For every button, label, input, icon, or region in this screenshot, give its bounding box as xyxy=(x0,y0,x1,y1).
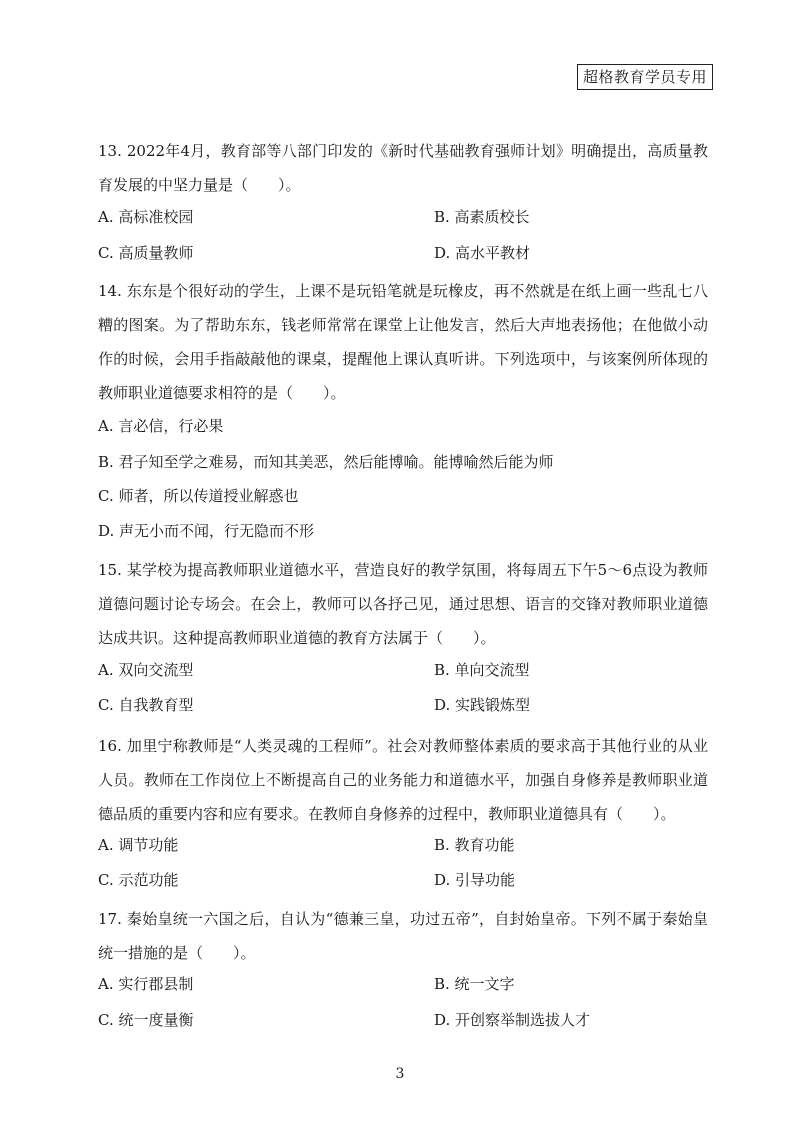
question-17-option-c: C. 统一度量衡 xyxy=(98,1011,194,1029)
question-14-option-a: A. 言必信，行必果 xyxy=(98,417,224,435)
question-17-option-b: B. 统一文字 xyxy=(434,975,515,993)
question-13-option-a: A. 高标准校园 xyxy=(98,208,194,226)
question-16-option-d: D. 引导功能 xyxy=(434,871,516,889)
question-17-option-a: A. 实行郡县制 xyxy=(98,975,194,993)
question-13-option-c: C. 高质量教师 xyxy=(98,244,194,262)
question-17-option-d: D. 开创察举制选拔人才 xyxy=(434,1011,591,1029)
question-15-option-a: A. 双向交流型 xyxy=(98,661,194,679)
page-number: 3 xyxy=(395,1066,405,1082)
question-17-text: 17. 秦始皇统一六国之后，自认为“德兼三皇，功过五帝”，自封始皇帝。下列不属于秦始皇统一措施的是（ ）。 xyxy=(98,910,708,962)
question-15-text: 15. 某学校为提高教师职业道德水平，营造良好的教学氛围，将每周五下午5～6点设为教师道德问题讨论专场会。在会上，教师可以各抒己见，通过思想、语言的交锋对教师职业道德达成共识。这种提高教师职业道德的教育方法属于（ ）。 xyxy=(98,561,708,647)
question-14-text: 14. 东东是个很好动的学生，上课不是玩铅笔就是玩橡皮，再不然就是在纸上画一些乱七八糟的图案。为了帮助东东，钱老师常常在课堂上让他发言，然后大声地表扬他；在他做小动作的时候，会用手指敲敲他的课桌，提醒他上课认真听讲。下列选项中，与该案例所体现的教师职业道德要求相符的是（ ）。 xyxy=(98,282,708,402)
question-16-option-c: C. 示范功能 xyxy=(98,871,179,889)
question-15-option-c: C. 自我教育型 xyxy=(98,696,194,714)
question-16-text: 16. 加里宁称教师是“人类灵魂的工程师”。社会对教师整体素质的要求高于其他行业的从业人员。教师在工作岗位上不断提高自己的业务能力和道德水平，加强自身修养是教师职业道德品质的重要内容和应有要求。在教师自身修养的过程中，教师职业道德具有（ ）。 xyxy=(98,737,708,823)
header-label-box: 超格教育学员专用 xyxy=(577,64,713,90)
question-15-option-b: B. 单向交流型 xyxy=(434,661,530,679)
question-13-option-b: B. 高素质校长 xyxy=(434,208,530,226)
question-16-option-a: A. 调节功能 xyxy=(98,836,179,854)
question-14-option-c: C. 师者，所以传道授业解惑也 xyxy=(98,487,299,505)
question-14-option-d: D. 声无小而不闻，行无隐而不形 xyxy=(98,522,315,540)
question-13-option-d: D. 高水平教材 xyxy=(434,244,531,262)
question-16-option-b: B. 教育功能 xyxy=(434,836,515,854)
question-14-option-b: B. 君子知至学之难易，而知其美恶，然后能博喻。能博喻然后能为师 xyxy=(98,453,554,471)
question-13-text: 13. 2022年4月，教育部等八部门印发的《新时代基础教育强师计划》明确提出，高质量教育发展的中坚力量是（ ）。 xyxy=(98,142,708,194)
question-15-option-d: D. 实践锻炼型 xyxy=(434,696,531,714)
